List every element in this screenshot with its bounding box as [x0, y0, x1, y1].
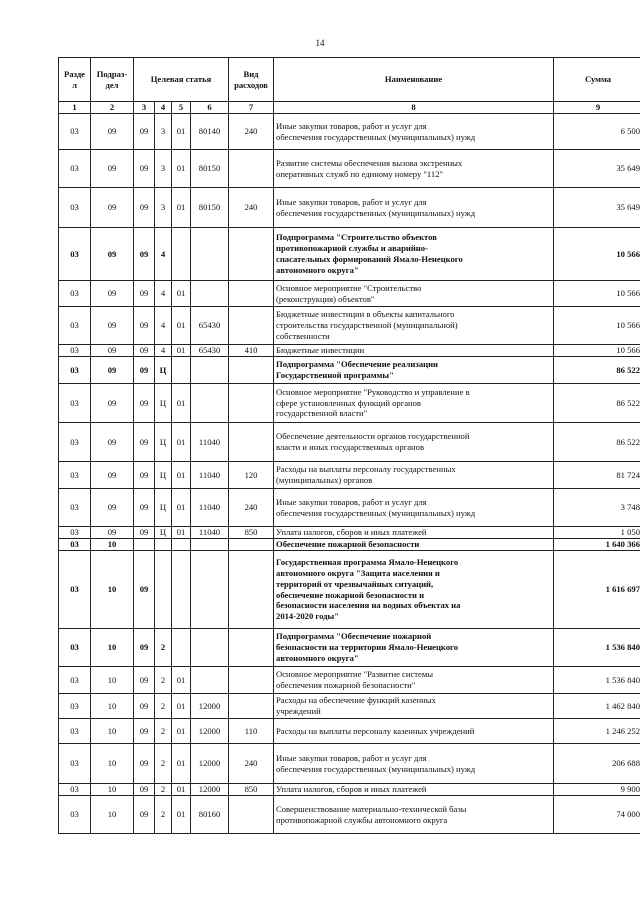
- celevaya-part3-cell: 01: [172, 188, 191, 228]
- celevaya-part2-cell: Ц: [155, 357, 172, 384]
- celevaya-part1-cell: 09: [134, 228, 155, 281]
- podrazdel-cell: 10: [91, 551, 134, 629]
- razdel-cell: 03: [59, 784, 91, 796]
- table-row: [59, 384, 640, 423]
- celevaya-part1-cell: 09: [134, 551, 155, 629]
- celevaya-part1-cell: 09: [134, 423, 155, 462]
- table-row: [59, 489, 640, 527]
- celevaya-part2-cell: 4: [155, 345, 172, 357]
- celevaya-code-cell: [191, 551, 229, 629]
- celevaya-part1-cell: 09: [134, 345, 155, 357]
- table-row: [59, 150, 640, 188]
- column-number: 9: [554, 102, 640, 114]
- celevaya-code-cell: 80150: [191, 150, 229, 188]
- table-row: [59, 423, 640, 462]
- celevaya-code-cell: [191, 281, 229, 307]
- podrazdel-cell: 09: [91, 307, 134, 345]
- vid-rashodov-cell: 240: [229, 489, 274, 527]
- budget-table: [58, 57, 640, 834]
- podrazdel-cell: 10: [91, 539, 134, 551]
- sum-cell: 1 536 840: [554, 629, 640, 667]
- table-row: [59, 694, 640, 719]
- celevaya-part3-cell: [172, 629, 191, 667]
- vid-rashodov-cell: [229, 796, 274, 834]
- celevaya-part1-cell: 09: [134, 281, 155, 307]
- razdel-cell: 03: [59, 796, 91, 834]
- celevaya-part1-cell: 09: [134, 784, 155, 796]
- table-row: [59, 114, 640, 150]
- podrazdel-cell: 09: [91, 462, 134, 489]
- podrazdel-cell: 10: [91, 719, 134, 744]
- vid-rashodov-cell: [229, 357, 274, 384]
- razdel-cell: 03: [59, 307, 91, 345]
- celevaya-code-cell: 12000: [191, 784, 229, 796]
- column-number: 4: [155, 102, 172, 114]
- vid-rashodov-cell: 110: [229, 719, 274, 744]
- podrazdel-cell: 09: [91, 228, 134, 281]
- celevaya-part3-cell: 01: [172, 307, 191, 345]
- celevaya-part3-cell: [172, 551, 191, 629]
- razdel-cell: 03: [59, 150, 91, 188]
- celevaya-part1-cell: 09: [134, 719, 155, 744]
- razdel-cell: 03: [59, 281, 91, 307]
- column-number: 5: [172, 102, 191, 114]
- podrazdel-cell: 09: [91, 150, 134, 188]
- razdel-cell: 03: [59, 539, 91, 551]
- celevaya-part1-cell: 09: [134, 667, 155, 694]
- podrazdel-cell: 10: [91, 629, 134, 667]
- table-row: [59, 281, 640, 307]
- celevaya-code-cell: 12000: [191, 694, 229, 719]
- celevaya-code-cell: [191, 384, 229, 423]
- sum-cell: 86 522: [554, 357, 640, 384]
- celevaya-part1-cell: 09: [134, 114, 155, 150]
- celevaya-part2-cell: 2: [155, 629, 172, 667]
- vid-rashodov-cell: 240: [229, 744, 274, 784]
- vid-rashodov-cell: 850: [229, 784, 274, 796]
- vid-rashodov-cell: 240: [229, 114, 274, 150]
- sum-cell: 10 566: [554, 307, 640, 345]
- celevaya-part3-cell: 01: [172, 784, 191, 796]
- vid-rashodov-cell: 850: [229, 527, 274, 539]
- celevaya-part3-cell: 01: [172, 744, 191, 784]
- sum-cell: 10 566: [554, 228, 640, 281]
- celevaya-part1-cell: [134, 539, 155, 551]
- table-row: [59, 357, 640, 384]
- sum-cell: 86 522: [554, 423, 640, 462]
- col-header-summa: Сумма: [554, 58, 640, 102]
- razdel-cell: 03: [59, 667, 91, 694]
- col-header-razdel: Разде л: [59, 58, 91, 102]
- celevaya-part1-cell: 09: [134, 744, 155, 784]
- name-cell: Бюджетные инвестиции: [274, 345, 554, 357]
- name-cell: Совершенствование материально-технической базы противопожарной службы автономного округа: [274, 796, 554, 834]
- name-cell: Уплата налогов, сборов и иных платежей: [274, 527, 554, 539]
- vid-rashodov-cell: [229, 551, 274, 629]
- celevaya-part2-cell: Ц: [155, 462, 172, 489]
- name-cell: Подпрограмма "Обеспечение пожарной безопасности на территории Ямало-Ненецкого автономного округа": [274, 629, 554, 667]
- celevaya-part3-cell: 01: [172, 462, 191, 489]
- celevaya-part2-cell: Ц: [155, 423, 172, 462]
- page-number: 14: [315, 38, 325, 48]
- celevaya-part2-cell: 3: [155, 150, 172, 188]
- sum-cell: 3 748: [554, 489, 640, 527]
- celevaya-part3-cell: 01: [172, 423, 191, 462]
- razdel-cell: 03: [59, 719, 91, 744]
- name-cell: Обеспечение деятельности органов государственной власти и иных государственных органов: [274, 423, 554, 462]
- col-header-naimenovanie: Наименование: [274, 58, 554, 102]
- sum-cell: 10 566: [554, 281, 640, 307]
- celevaya-part1-cell: 09: [134, 150, 155, 188]
- col-header-vid-rashodov: Вид расходов: [229, 58, 274, 102]
- vid-rashodov-cell: [229, 629, 274, 667]
- celevaya-part3-cell: [172, 228, 191, 281]
- celevaya-part2-cell: 2: [155, 667, 172, 694]
- celevaya-code-cell: 11040: [191, 462, 229, 489]
- sum-cell: 74 000: [554, 796, 640, 834]
- celevaya-part2-cell: 2: [155, 796, 172, 834]
- celevaya-part3-cell: [172, 539, 191, 551]
- table-row: [59, 719, 640, 744]
- column-number: 1: [59, 102, 91, 114]
- celevaya-part2-cell: 2: [155, 719, 172, 744]
- sum-cell: 35 649: [554, 150, 640, 188]
- celevaya-code-cell: 65430: [191, 345, 229, 357]
- celevaya-part2-cell: 2: [155, 694, 172, 719]
- table-row: [59, 629, 640, 667]
- name-cell: Уплата налогов, сборов и иных платежей: [274, 784, 554, 796]
- razdel-cell: 03: [59, 694, 91, 719]
- column-number: 3: [134, 102, 155, 114]
- name-cell: Иные закупки товаров, работ и услуг для обеспечения государственных (муниципальных) нужд: [274, 489, 554, 527]
- razdel-cell: 03: [59, 228, 91, 281]
- celevaya-part1-cell: 09: [134, 796, 155, 834]
- name-cell: Расходы на выплаты персоналу государственных (муниципальных) органов: [274, 462, 554, 489]
- table-row: [59, 744, 640, 784]
- sum-cell: 1 050: [554, 527, 640, 539]
- celevaya-part2-cell: Ц: [155, 384, 172, 423]
- name-cell: Основное мероприятие "Развитие системы обеспечения пожарной безопасности": [274, 667, 554, 694]
- celevaya-part2-cell: [155, 551, 172, 629]
- podrazdel-cell: 09: [91, 527, 134, 539]
- celevaya-part1-cell: 09: [134, 489, 155, 527]
- celevaya-part3-cell: 01: [172, 150, 191, 188]
- podrazdel-cell: 10: [91, 784, 134, 796]
- celevaya-part1-cell: 09: [134, 384, 155, 423]
- celevaya-code-cell: [191, 539, 229, 551]
- podrazdel-cell: 09: [91, 384, 134, 423]
- name-cell: Основное мероприятие "Руководство и управление в сфере установленных функций органов государственной власти": [274, 384, 554, 423]
- table-row: [59, 228, 640, 281]
- table-row: [59, 796, 640, 834]
- celevaya-part3-cell: 01: [172, 527, 191, 539]
- podrazdel-cell: 09: [91, 345, 134, 357]
- razdel-cell: 03: [59, 114, 91, 150]
- razdel-cell: 03: [59, 527, 91, 539]
- celevaya-code-cell: [191, 667, 229, 694]
- celevaya-part2-cell: 4: [155, 281, 172, 307]
- razdel-cell: 03: [59, 384, 91, 423]
- podrazdel-cell: 09: [91, 357, 134, 384]
- celevaya-part1-cell: 09: [134, 694, 155, 719]
- sum-cell: 81 724: [554, 462, 640, 489]
- podrazdel-cell: 10: [91, 667, 134, 694]
- vid-rashodov-cell: [229, 667, 274, 694]
- name-cell: Основное мероприятие "Строительство (реконструкция) объектов": [274, 281, 554, 307]
- name-cell: Подпрограмма "Строительство объектов противопожарной службы и аварийно- спасательных формирований Ямало-Ненецкого автономного округа": [274, 228, 554, 281]
- celevaya-code-cell: 80140: [191, 114, 229, 150]
- razdel-cell: 03: [59, 462, 91, 489]
- celevaya-code-cell: 12000: [191, 719, 229, 744]
- podrazdel-cell: 09: [91, 489, 134, 527]
- celevaya-part3-cell: 01: [172, 489, 191, 527]
- vid-rashodov-cell: 120: [229, 462, 274, 489]
- sum-cell: 9 900: [554, 784, 640, 796]
- table-row: [59, 551, 640, 629]
- razdel-cell: 03: [59, 357, 91, 384]
- razdel-cell: 03: [59, 551, 91, 629]
- celevaya-part3-cell: [172, 357, 191, 384]
- vid-rashodov-cell: [229, 539, 274, 551]
- column-number: 8: [274, 102, 554, 114]
- table-row: [59, 307, 640, 345]
- celevaya-part3-cell: 01: [172, 114, 191, 150]
- celevaya-code-cell: [191, 357, 229, 384]
- podrazdel-cell: 09: [91, 188, 134, 228]
- col-header-podrazdel: Подраз- дел: [91, 58, 134, 102]
- celevaya-part2-cell: 4: [155, 307, 172, 345]
- sum-cell: 10 566: [554, 345, 640, 357]
- sum-cell: 6 500: [554, 114, 640, 150]
- name-cell: Развитие системы обеспечения вызова экстренных оперативных служб по единому номеру "112": [274, 150, 554, 188]
- vid-rashodov-cell: [229, 694, 274, 719]
- celevaya-part2-cell: Ц: [155, 489, 172, 527]
- table-row: [59, 667, 640, 694]
- table-row: [59, 784, 640, 796]
- name-cell: Расходы на выплаты персоналу казенных учреждений: [274, 719, 554, 744]
- vid-rashodov-cell: [229, 150, 274, 188]
- sum-cell: 1 536 840: [554, 667, 640, 694]
- table-row: [59, 539, 640, 551]
- celevaya-code-cell: 11040: [191, 489, 229, 527]
- celevaya-part1-cell: 09: [134, 307, 155, 345]
- sum-cell: 86 522: [554, 384, 640, 423]
- celevaya-part2-cell: 4: [155, 228, 172, 281]
- razdel-cell: 03: [59, 744, 91, 784]
- celevaya-part3-cell: 01: [172, 667, 191, 694]
- name-cell: Иные закупки товаров, работ и услуг для обеспечения государственных (муниципальных) нужд: [274, 188, 554, 228]
- sum-cell: 1 616 697: [554, 551, 640, 629]
- vid-rashodov-cell: 240: [229, 188, 274, 228]
- col-header-celevaya-statya: Целевая статья: [134, 58, 229, 102]
- name-cell: Бюджетные инвестиции в объекты капитального строительства государственной (муниципальной) собственности: [274, 307, 554, 345]
- razdel-cell: 03: [59, 489, 91, 527]
- podrazdel-cell: 09: [91, 114, 134, 150]
- column-number: 2: [91, 102, 134, 114]
- vid-rashodov-cell: [229, 384, 274, 423]
- celevaya-part2-cell: [155, 539, 172, 551]
- razdel-cell: 03: [59, 423, 91, 462]
- celevaya-part3-cell: 01: [172, 694, 191, 719]
- sum-cell: 206 688: [554, 744, 640, 784]
- vid-rashodov-cell: [229, 307, 274, 345]
- celevaya-code-cell: [191, 629, 229, 667]
- podrazdel-cell: 09: [91, 423, 134, 462]
- name-cell: Обеспечение пожарной безопасности: [274, 539, 554, 551]
- sum-cell: 1 462 840: [554, 694, 640, 719]
- podrazdel-cell: 10: [91, 796, 134, 834]
- name-cell: Иные закупки товаров, работ и услуг для обеспечения государственных (муниципальных) нужд: [274, 744, 554, 784]
- vid-rashodov-cell: 410: [229, 345, 274, 357]
- celevaya-part3-cell: 01: [172, 796, 191, 834]
- celevaya-part2-cell: 2: [155, 744, 172, 784]
- celevaya-part1-cell: 09: [134, 527, 155, 539]
- name-cell: Иные закупки товаров, работ и услуг для обеспечения государственных (муниципальных) нужд: [274, 114, 554, 150]
- celevaya-part2-cell: 3: [155, 114, 172, 150]
- name-cell: Расходы на обеспечение функций казенных учреждений: [274, 694, 554, 719]
- razdel-cell: 03: [59, 345, 91, 357]
- celevaya-part3-cell: 01: [172, 281, 191, 307]
- celevaya-part2-cell: Ц: [155, 527, 172, 539]
- sum-cell: 1 246 252: [554, 719, 640, 744]
- celevaya-part3-cell: 01: [172, 719, 191, 744]
- celevaya-code-cell: 65430: [191, 307, 229, 345]
- header-row: [59, 58, 640, 102]
- razdel-cell: 03: [59, 629, 91, 667]
- razdel-cell: 03: [59, 188, 91, 228]
- table-row: [59, 345, 640, 357]
- celevaya-part3-cell: 01: [172, 384, 191, 423]
- table-row: [59, 527, 640, 539]
- celevaya-part1-cell: 09: [134, 188, 155, 228]
- celevaya-part2-cell: 3: [155, 188, 172, 228]
- podrazdel-cell: 10: [91, 694, 134, 719]
- celevaya-part3-cell: 01: [172, 345, 191, 357]
- column-number-row: [59, 102, 640, 114]
- table-body: [59, 114, 640, 834]
- column-number: 6: [191, 102, 229, 114]
- name-cell: Подпрограмма "Обеспечение реализации Государственной программы": [274, 357, 554, 384]
- sum-cell: 1 640 366: [554, 539, 640, 551]
- column-number: 7: [229, 102, 274, 114]
- table-row: [59, 188, 640, 228]
- name-cell: Государственная программа Ямало-Ненецкого автономного округа "Защита населения и территорий от чрезвычайных ситуаций, обеспечение пожарной безопасности и безопасности населения на водных объектах на 2014-2020 годы": [274, 551, 554, 629]
- table-row: [59, 462, 640, 489]
- celevaya-code-cell: 11040: [191, 527, 229, 539]
- celevaya-code-cell: 80150: [191, 188, 229, 228]
- vid-rashodov-cell: [229, 228, 274, 281]
- celevaya-code-cell: 12000: [191, 744, 229, 784]
- celevaya-code-cell: [191, 228, 229, 281]
- sum-cell: 35 649: [554, 188, 640, 228]
- celevaya-code-cell: 80160: [191, 796, 229, 834]
- vid-rashodov-cell: [229, 423, 274, 462]
- vid-rashodov-cell: [229, 281, 274, 307]
- podrazdel-cell: 09: [91, 281, 134, 307]
- celevaya-code-cell: 11040: [191, 423, 229, 462]
- celevaya-part1-cell: 09: [134, 629, 155, 667]
- celevaya-part1-cell: 09: [134, 462, 155, 489]
- celevaya-part1-cell: 09: [134, 357, 155, 384]
- podrazdel-cell: 10: [91, 744, 134, 784]
- celevaya-part2-cell: 2: [155, 784, 172, 796]
